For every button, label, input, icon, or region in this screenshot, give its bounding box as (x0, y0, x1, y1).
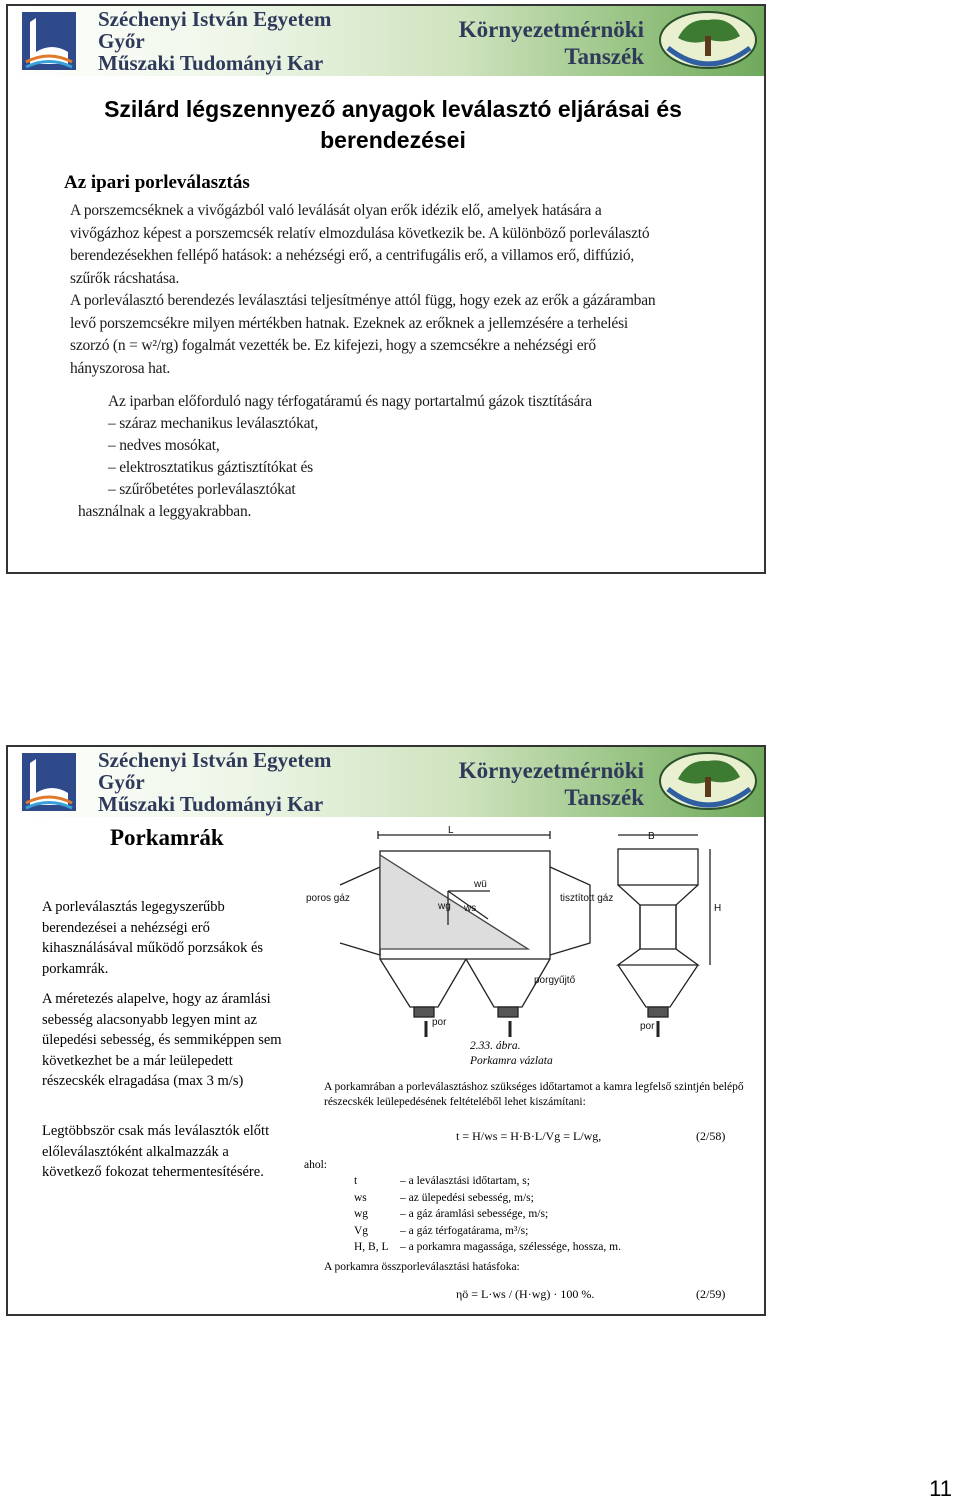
definition-row: ws – az ülepedési sebesség, m/s; (354, 1191, 534, 1204)
department-line: Tanszék (564, 44, 644, 69)
tree-logo (658, 10, 760, 72)
definition-row: wg – a gáz áramlási sebessége, m/s; (354, 1208, 549, 1220)
list-intro: Az iparban előforduló nagy térfogatáramú és nagy portartalmú gázok tisztítására (108, 393, 592, 410)
formula-2-58: t = H/ws = H·B·L/Vg = L/wg, (456, 1129, 602, 1143)
department-line: Környezetmérnöki (458, 758, 644, 783)
header-banner (8, 6, 764, 76)
list-item: – elektrosztatikus gáztisztítókat és (108, 459, 314, 476)
list-item: – nedves mosókat, (108, 437, 220, 454)
faculty-line: Műszaki Tudományi Kar (98, 792, 324, 816)
dust-label: por (432, 1017, 447, 1028)
where-label: ahol: (304, 1159, 327, 1171)
slide-title: Szilárd légszennyező anyagok leválasztó eljárásai és berendezései (104, 96, 682, 153)
university-line: Széchenyi István Egyetem (98, 7, 332, 31)
university-line: Széchenyi István Egyetem (98, 748, 332, 772)
dim-B: B (648, 831, 655, 842)
list-item: – szűrőbetétes porleválasztókat (108, 481, 296, 498)
outlet-label: tisztított gáz (560, 893, 614, 904)
inlet-label: poros gáz (306, 893, 350, 904)
list-item: – száraz mechanikus leválasztókat, (108, 415, 319, 432)
definition-row: t – a leválasztási időtartam, s; (354, 1175, 530, 1187)
ws-label: ws (464, 903, 477, 914)
department-name (444, 16, 644, 70)
formula-intro: A porkamrában a porleválasztáshoz szükséges időtartamot a kamra legfelső szintjén belépő részecskék leülepedésének feltételéből lehet kiszámítani: (324, 1081, 744, 1108)
tree-logo (658, 751, 760, 813)
list-outro: használnak a leggyakrabban. (78, 503, 252, 520)
university-name (98, 749, 331, 815)
department-line: Tanszék (564, 785, 644, 810)
wg-label: wg (438, 901, 451, 912)
dim-L: L (448, 825, 454, 836)
department-line: Környezetmérnöki (458, 17, 644, 42)
efficiency-intro: A porkamra összporleválasztási hatásfoka: (324, 1261, 520, 1273)
definition-list (354, 1173, 621, 1256)
university-logo (22, 12, 76, 70)
wu-label: wü (474, 879, 487, 890)
paragraph: A porleválasztó berendezés leválasztási teljesítménye attól függ, hogy ezek az erők a gázáramban levő porszemcsékre milyen mértékben hatnak. Ezeknek az erőknek a jellemzésére a terhelési szorzó (n = w²/rg) fogalmát vezették be. Ez kifejezi, hogy a szemcsékre a nehézségi erő hányszorosa hat. (70, 292, 656, 377)
figure-title: Porkamra vázlata (470, 1055, 553, 1067)
paragraph: A méretezés alapelve, hogy az áramlási sebesség alacsonyabb legyen mint az ülepedési sebesség, és semmiképpen sem következhet be a már leülepedett részecskék elragadása (max 3 m/s) (42, 991, 282, 1089)
slide-title: Porkamrák (110, 825, 224, 850)
separator-list (78, 391, 668, 523)
definition-row: Vg – a gáz térfogatárama, m³/s; (354, 1224, 529, 1237)
department-name (444, 757, 644, 811)
figure-caption (470, 1039, 553, 1069)
figure-number: 2.33. ábra. (470, 1040, 521, 1052)
definition-row: H, B, L – a porkamra magassága, szélessége, hossza, m. (354, 1241, 621, 1253)
section-subtitle: Az ipari porleválasztás (64, 172, 250, 193)
formula-2-59: ηö = L·ws / (H·wg) · 100 %. (456, 1287, 595, 1301)
university-name (98, 8, 331, 74)
formula-ref: (2/58) (696, 1129, 726, 1143)
collector-label: porgyűjtő (534, 975, 576, 986)
paragraph: A porszemcséknek a vivőgázból való leválását olyan erők idézik elő, amelyek hatására a vivőgázhoz képest a porszemcsék relatív elmozdulása következik be. A különböző porleválasztó berendezésekhen fellépő hatások: a nehézségi erő, a centrifugális erő, a villamos erő, diffúzió, szűrők rácshatása. (70, 202, 650, 287)
city-line: Győr (98, 29, 145, 53)
dust-chamber-diagram (298, 825, 748, 1065)
dust-label: por (640, 1021, 655, 1032)
formula-ref: (2/59) (696, 1287, 726, 1301)
university-logo (22, 753, 76, 811)
dim-H: H (714, 903, 722, 914)
slide-1 (6, 4, 766, 574)
faculty-line: Műszaki Tudományi Kar (98, 51, 324, 75)
paragraph: Legtöbbször csak más leválasztók előtt előleválasztóként alkalmazzák a következő fokozat tehermentesítésére. (42, 1123, 270, 1180)
city-line: Győr (98, 770, 145, 794)
header-banner (8, 747, 764, 817)
slide-2 (6, 745, 766, 1316)
paragraph: A porleválasztás legegyszerűbb berendezései a nehézségi erő kihasználásával működő porzsákok és porkamrák. (42, 899, 264, 977)
page-number: 11 (929, 1476, 952, 1501)
